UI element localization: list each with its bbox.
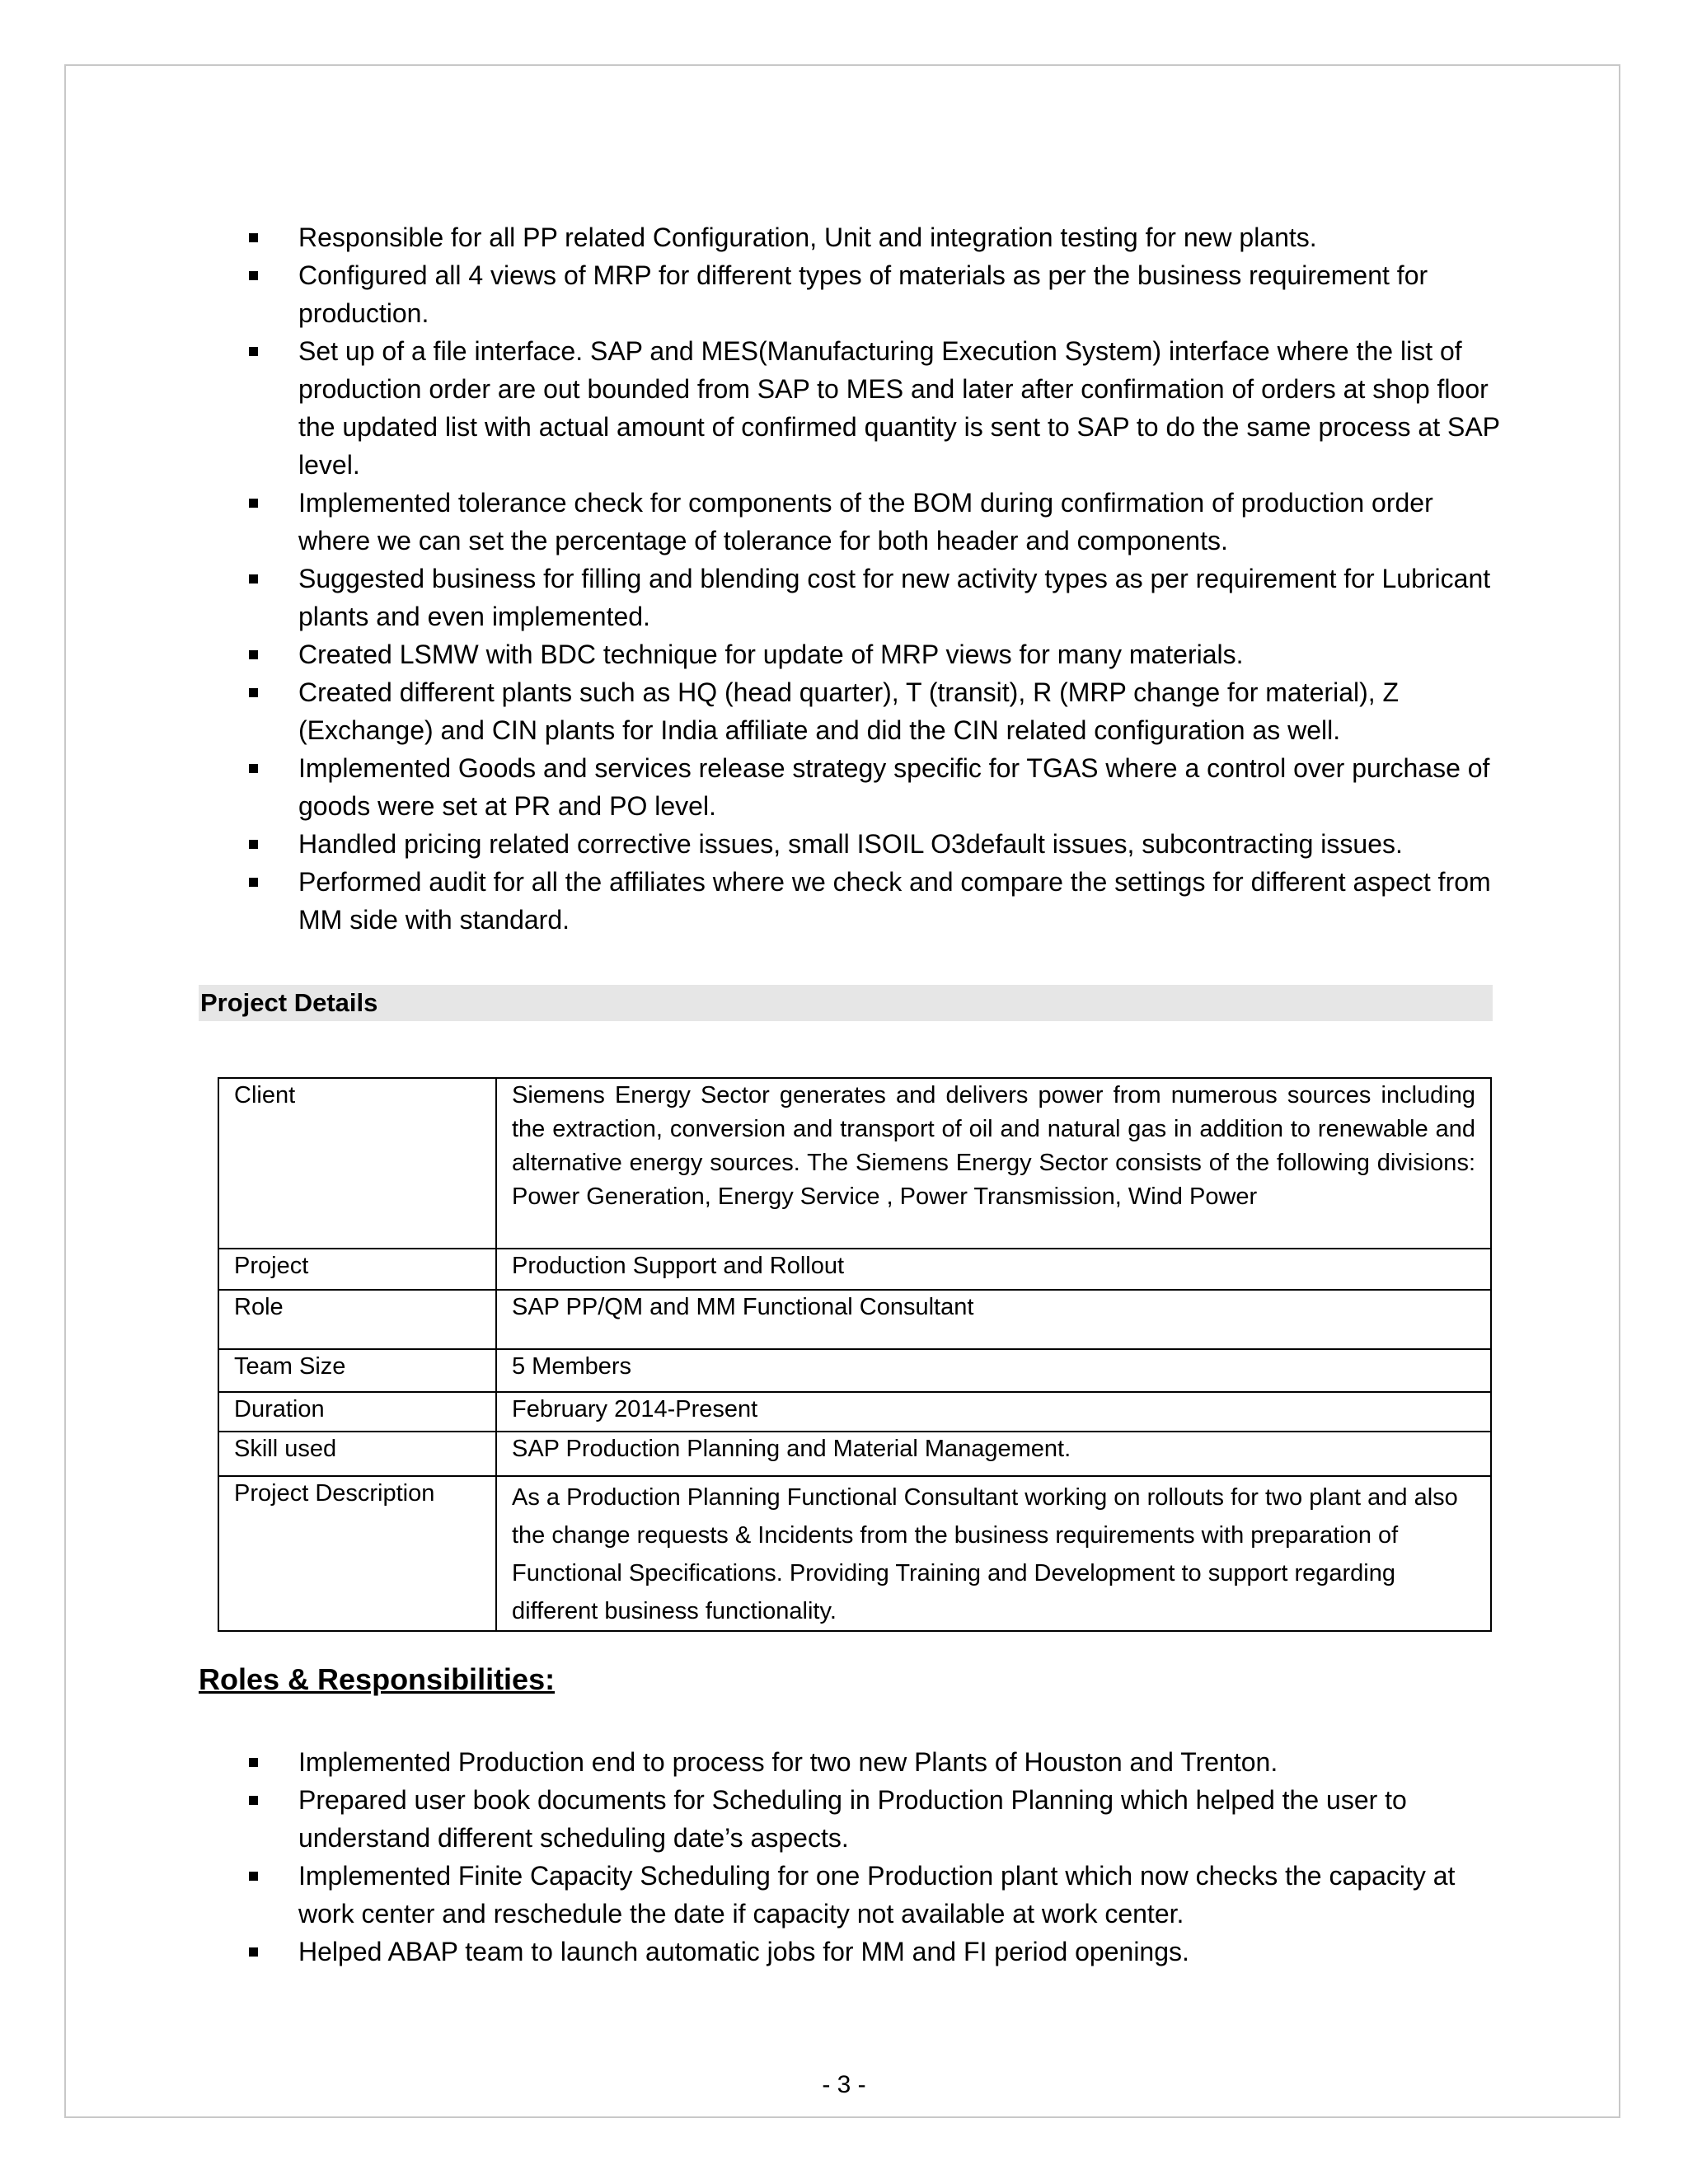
roles-heading: Roles & Responsibilities: [199, 1662, 556, 1696]
list-item: Created LSMW with BDC technique for update of MRP views for many materials. [247, 635, 1500, 673]
project-details-heading: Project Details [199, 985, 1493, 1021]
row-value-skill-used: SAP Production Planning and Material Management. [496, 1432, 1491, 1476]
list-item: Implemented Finite Capacity Scheduling for one Production plant which now checks the capacity at work center and reschedule the date if capacity not available at work center. [247, 1857, 1500, 1933]
list-item: Implemented tolerance check for components of the BOM during confirmation of production order where we can set the percentage of tolerance for both header and components. [247, 484, 1500, 560]
list-item: Responsible for all PP related Configuration, Unit and integration testing for new plants. [247, 218, 1500, 256]
list-item: Created different plants such as HQ (head quarter), T (transit), R (MRP change for material), Z (Exchange) and CIN plants for India affiliate and did the CIN related configuration as well. [247, 673, 1500, 749]
row-value-client: Siemens Energy Sector generates and delivers power from numerous sources including the extraction, conversion and transport of oil and natural gas in addition to renewable and alternative energy sources. The Siemens Energy Sector consists of the following divisions: Power Generation, Energy Service , Power Transmission, Wind Power [496, 1078, 1491, 1249]
row-label-client: Client [218, 1078, 496, 1249]
list-item: Prepared user book documents for Scheduling in Production Planning which helped the user to understand different scheduling date’s aspects. [247, 1781, 1500, 1857]
list-item: Configured all 4 views of MRP for different types of materials as per the business requirement for production. [247, 256, 1500, 332]
row-label-duration: Duration [218, 1392, 496, 1432]
row-label-role: Role [218, 1290, 496, 1349]
table-row [218, 1249, 1491, 1290]
list-item: Performed audit for all the affiliates where we check and compare the settings for different aspect from MM side with standard. [247, 863, 1500, 939]
row-value-team-size: 5 Members [496, 1349, 1491, 1392]
table-row [218, 1078, 1491, 1249]
row-value-role: SAP PP/QM and MM Functional Consultant [496, 1290, 1491, 1349]
row-label-project-description: Project Description [218, 1476, 496, 1631]
row-label-project: Project [218, 1249, 496, 1290]
row-label-team-size: Team Size [218, 1349, 496, 1392]
table-row [218, 1392, 1491, 1432]
table-row [218, 1476, 1491, 1631]
list-item: Helped ABAP team to launch automatic jobs for MM and FI period openings. [247, 1933, 1500, 1971]
row-value-duration: February 2014-Present [496, 1392, 1491, 1432]
list-item: Suggested business for filling and blending cost for new activity types as per requirement for Lubricant plants and even implemented. [247, 560, 1500, 635]
list-item: Implemented Goods and services release strategy specific for TGAS where a control over purchase of goods were set at PR and PO level. [247, 749, 1500, 825]
table-row [218, 1349, 1491, 1392]
experience-bullet-list [247, 218, 1500, 939]
table-row [218, 1290, 1491, 1349]
list-item: Set up of a file interface. SAP and MES(Manufacturing Execution System) interface where the list of production order are out bounded from SAP to MES and later after confirmation of orders at shop floor the updated list with actual amount of confirmed quantity is sent to SAP to do the same process at SAP level. [247, 332, 1500, 484]
list-item: Handled pricing related corrective issues, small ISOIL O3default issues, subcontracting issues. [247, 825, 1500, 863]
row-value-project-description: As a Production Planning Functional Consultant working on rollouts for two plant and also the change requests & Incidents from the business requirements with preparation of Functional Specifications. Providing Training and Development to support regarding different business functionality. [496, 1476, 1491, 1631]
page-number: - 3 - [822, 2071, 866, 2098]
table-row [218, 1432, 1491, 1476]
project-details-table [218, 1077, 1492, 1632]
roles-bullet-list [247, 1743, 1500, 1971]
row-label-skill-used: Skill used [218, 1432, 496, 1476]
row-value-project: Production Support and Rollout [496, 1249, 1491, 1290]
list-item: Implemented Production end to process for two new Plants of Houston and Trenton. [247, 1743, 1500, 1781]
